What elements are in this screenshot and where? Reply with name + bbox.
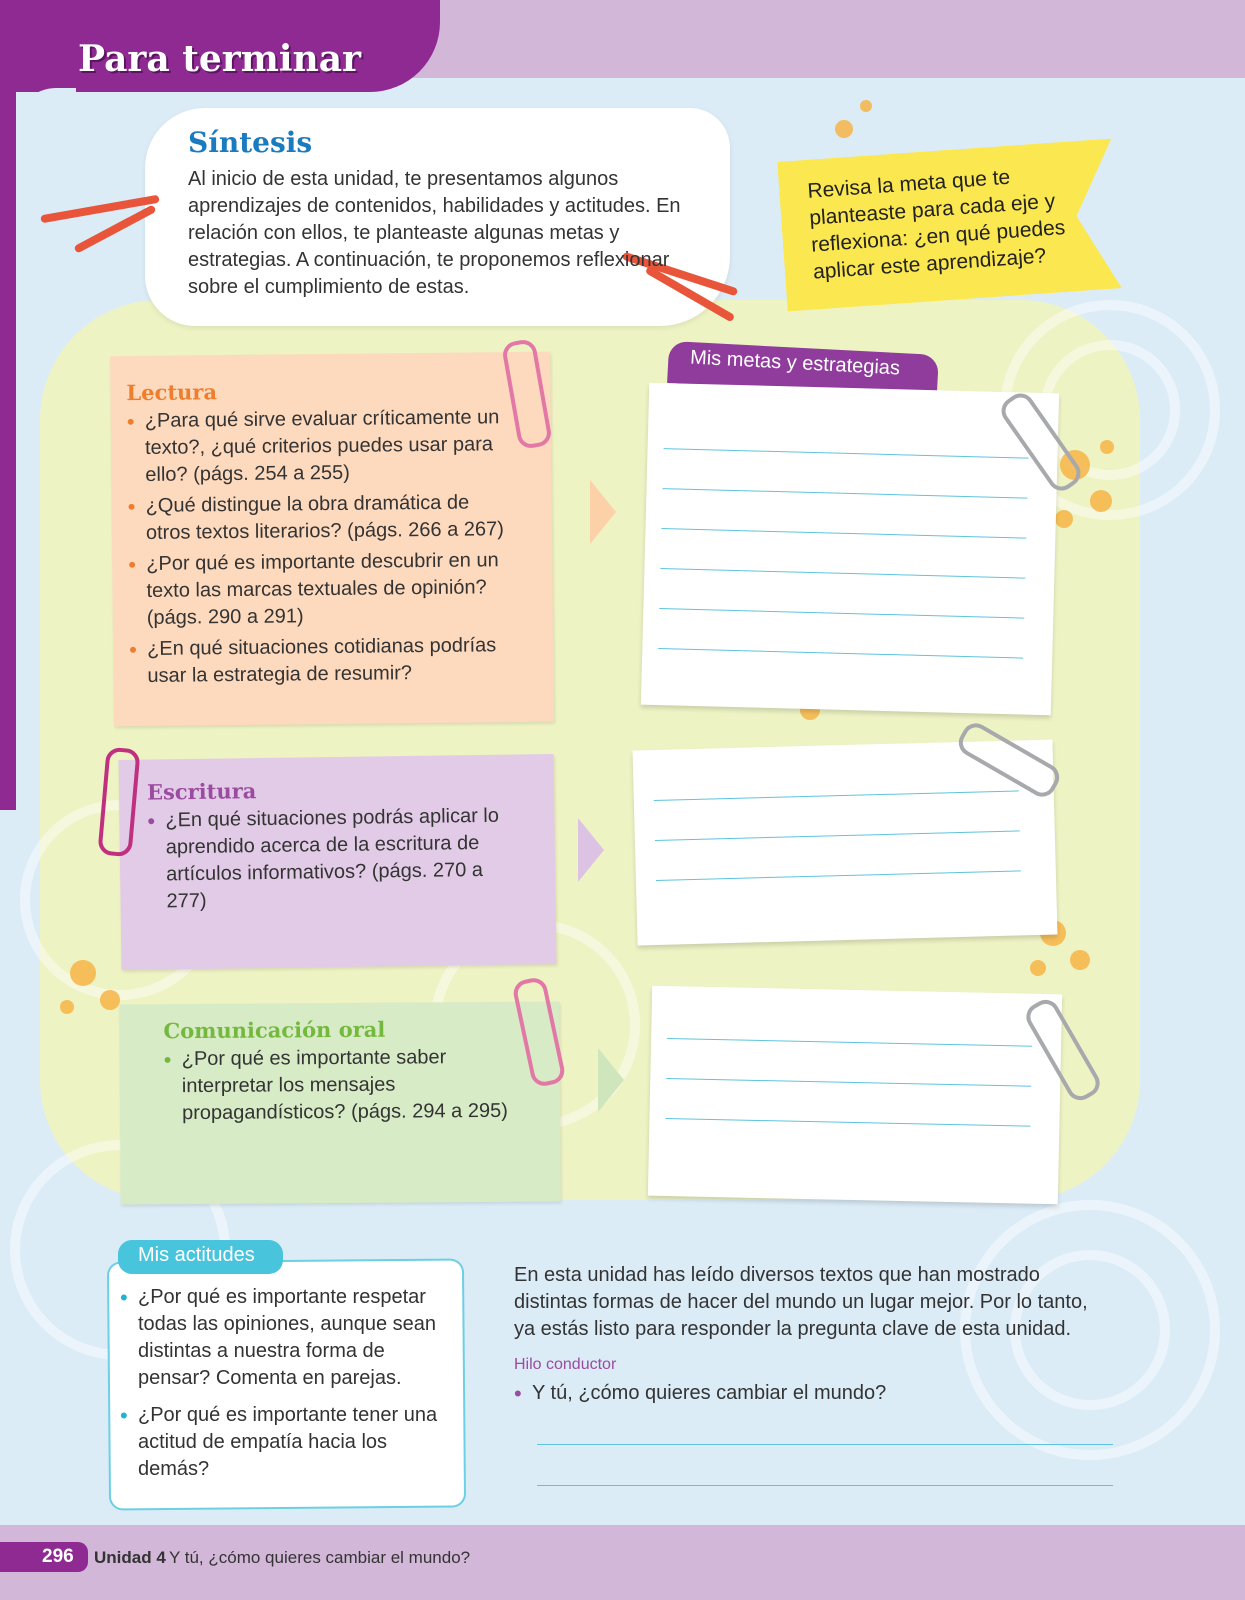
sintesis-text: Al inicio de esta unidad, te presentamos algunos aprendizajes de contenidos, habilidades y actitudes. En relación con ellos, te planteaste algunas metas y estrategias. A continuación, te proponemos reflexionar sobre el cumplimiento de estas. — [188, 168, 681, 298]
list-item: • ¿En qué situaciones podrás aplicar lo aprendido acerca de la escritura de artículos informativos? (págs. 270 a 277) — [147, 803, 503, 916]
comunicacion-oral-list — [164, 1044, 525, 1132]
dot-decoration — [1090, 490, 1112, 512]
writing-line[interactable] — [665, 1118, 1030, 1127]
writing-line[interactable] — [658, 648, 1023, 659]
conclusion-text: En esta unidad has leído diversos textos que han mostrado distintas formas de hacer del mundo un lugar mejor. Por lo tanto, ya estás listo para responder la pregunta clave de esta unidad. — [514, 1264, 1088, 1340]
left-strip — [0, 80, 16, 810]
writing-line[interactable] — [655, 830, 1020, 841]
dot-decoration — [1055, 510, 1073, 528]
writing-line[interactable] — [663, 488, 1028, 499]
list-item: • ¿Por qué es importante tener una actitud de empatía hacia los demás? — [120, 1402, 455, 1483]
metas-label: Mis metas y estrategias — [689, 346, 901, 380]
writing-line[interactable] — [654, 790, 1019, 801]
escritura-list — [147, 803, 504, 920]
dot-decoration — [70, 960, 96, 986]
actitudes-label: Mis actitudes — [138, 1244, 255, 1266]
list-item: • ¿Por qué es importante descubrir en un texto las marcas textuales de opinión? (págs. 290 a 291) — [128, 547, 514, 632]
dot-decoration — [100, 990, 120, 1010]
answer-line[interactable] — [537, 1485, 1113, 1486]
hilo-conductor-label: Hilo conductor — [514, 1356, 617, 1373]
dot-decoration — [1070, 950, 1090, 970]
writing-line[interactable] — [667, 1038, 1032, 1047]
arrow-right-icon — [578, 818, 604, 882]
lectura-title: Lectura — [126, 379, 218, 406]
sintesis-title: Síntesis — [188, 126, 313, 159]
writing-line[interactable] — [656, 870, 1021, 881]
page-number: 296 — [42, 1546, 74, 1567]
dot-decoration — [835, 120, 853, 138]
instruction-flag-text: Revisa la meta que te planteaste para cada eje y reflexiona: ¿en qué puedes aplicar este aprendizaje? — [806, 165, 1066, 284]
list-item: • Y tú, ¿cómo quieres cambiar el mundo? — [514, 1380, 1104, 1407]
list-item: • ¿En qué situaciones cotidianas podrías usar la estrategia de resumir? — [129, 632, 515, 690]
answer-line[interactable] — [537, 1444, 1113, 1445]
lectura-card — [110, 352, 554, 727]
footer-unit: Unidad 4 — [94, 1548, 166, 1567]
list-item: • ¿Por qué es importante respetar todas las opiniones, aunque sean distintas a nuestra forma de pensar? Comenta en parejas. — [120, 1284, 455, 1392]
metas-note-oral — [648, 986, 1062, 1205]
comunicacion-oral-title: Comunicación oral — [163, 1016, 386, 1044]
footer-question: Y tú, ¿cómo quieres cambiar el mundo? — [169, 1548, 471, 1567]
writing-line[interactable] — [660, 568, 1025, 579]
metas-note-lectura — [641, 383, 1059, 716]
dot-decoration — [860, 100, 872, 112]
writing-line[interactable] — [659, 608, 1024, 619]
writing-line[interactable] — [666, 1078, 1031, 1087]
dot-decoration — [1030, 960, 1046, 976]
hilo-conductor-list — [514, 1380, 1104, 1411]
escritura-card — [119, 754, 557, 970]
list-item: • ¿Por qué es importante saber interpretar los mensajes propagandísticos? (págs. 294 a 295) — [164, 1044, 525, 1128]
list-item: • ¿Para qué sirve evaluar críticamente un texto?, ¿qué criterios puedes usar para ello? (págs. 254 a 255) — [127, 404, 513, 489]
writing-line[interactable] — [664, 448, 1029, 459]
actitudes-list — [120, 1284, 455, 1487]
dot-decoration — [1100, 440, 1114, 454]
dot-decoration — [60, 1000, 74, 1014]
lectura-list — [127, 404, 515, 694]
writing-line[interactable] — [661, 528, 1026, 539]
comunicacion-oral-card — [119, 1001, 560, 1204]
list-item: • ¿Qué distingue la obra dramática de otros textos literarios? (págs. 266 a 267) — [128, 489, 514, 547]
arrow-right-icon — [590, 480, 616, 544]
escritura-title: Escritura — [146, 778, 257, 805]
page-title: Para terminar — [78, 38, 361, 80]
title-corner — [16, 88, 76, 148]
arrow-right-icon — [598, 1048, 624, 1112]
